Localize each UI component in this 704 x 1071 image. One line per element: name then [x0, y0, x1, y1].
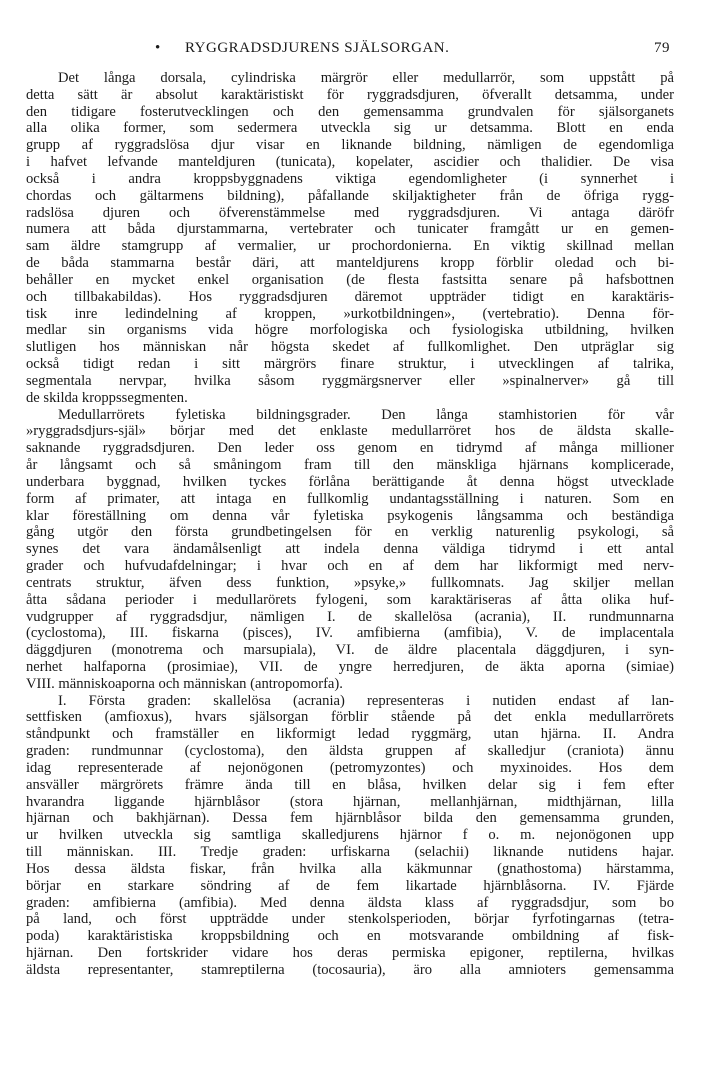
- text-line: också i andra kroppsbyggnadens viktiga egendomligheter (i synnerhet i: [26, 170, 674, 187]
- text-line: äldsta representanter, stamreptilerna (tocosauria), äro alla amnioters gemensamma: [26, 961, 674, 978]
- text-line: år långsamt och så småningom fram till den mänskliga hjärnans komplicerade,: [26, 457, 674, 474]
- text-line: också tidigt redan i sitt märgrörs finare struktur, i utvecklingen af talrika,: [26, 356, 674, 373]
- text-line: gång utgör den första grundbetingelsen för en verklig naturenlig psykologi, så: [26, 524, 674, 541]
- text-line: form af primater, att intaga en fullkomlig undantagsställning i naturen. Som en: [26, 490, 674, 507]
- text-line: och tillbakabildas). Hos ryggradsdjuren däremot uppträder tidigt en karaktäris-: [26, 288, 674, 305]
- text-line: slutligen hos människan når högsta skedet af fullkomlighet. Den utpräglar sig: [26, 339, 674, 356]
- text-line: I. Första graden: skallelösa (acrania) representeras i nutiden endast af lan-: [58, 692, 674, 709]
- text-line: settfisken (amfioxus), hvars själsorgan förblir stående på det enkla medullarrörets: [26, 709, 674, 726]
- text-line: numera att båda djurstammarna, vertebrater och tunicater framgått ur en gemen-: [26, 221, 674, 238]
- text-line: klar föreställning om denna vår fyletiska psykogenis långsamma och beständiga: [26, 507, 674, 524]
- running-header: [30, 40, 670, 58]
- text-line: till människan. III. Tredje graden: urfiskarna (selachii) liknande nutidens hajar.: [26, 844, 674, 861]
- text-line: vudgrupper af ryggradsdjur, nämligen I. de skallelösa (acrania), II. rundmunnarna: [26, 608, 674, 625]
- text-line: den tidigare fosterutvecklingen och den gemensamma grundvalen för själsorganets: [26, 103, 674, 120]
- text-line: idag representerade af nejonögonen (petromyzontes) och myxinoides. Hos dem: [26, 759, 674, 776]
- bullet-mark: •: [155, 40, 161, 56]
- text-line: [26, 979, 674, 996]
- text-line: »ryggradsdjurs-själ» börjar med det enklaste medullarröret hos de äldsta skalle-: [26, 423, 674, 440]
- section-heading-line: Medullarrörets fyletiska bildningsgrader. Den långa stamhistorien för vår: [58, 406, 674, 423]
- text-line: ur hvilken utveckla sig samtliga skalledjurens hjärnor f o. m. nejonögonen upp: [26, 827, 674, 844]
- text-line: underbara byggnad, hvilken tyckes förlåna berättigande åt denna högst utvecklade: [26, 473, 674, 490]
- text-line: Hos dessa äldsta fiskar, från hvilka alla käkmunnar (gnathostoma) härstamma,: [26, 860, 674, 877]
- text-line: VIII. människoaporna och människan (antropomorfa).: [26, 675, 343, 692]
- text-line: de båda stammarna består däri, att manteldjurens kropp förblir oledad och bi-: [26, 255, 674, 272]
- text-line: grupp af ryggradslösa djur visar en liknande bildning, nämligen de egendomliga: [26, 137, 674, 154]
- text-line: detta sätt är absolut karaktäristiskt för ryggradsdjuren, öfverallt detsamma, under: [26, 86, 674, 103]
- text-line: hjärnan och bakhjärnan). Dessa fem hjärnblåsor bilda den gemensamma grunden,: [26, 810, 674, 827]
- text-line: Det långa dorsala, cylindriska märgrör eller medullarrör, som uppstått på: [58, 70, 674, 86]
- text-line: grader och hufvudafdelningar; i hvar och en af dem har likformigt med nerv-: [26, 558, 674, 575]
- text-line: segmentala nervpar, hvilka såsom ryggmärgsnerver eller »spinalnerver» gå till: [26, 372, 674, 389]
- text-line: graden: rundmunnar (cyclostoma), den äldsta gruppen af skalledjur (craniota) ännu: [26, 743, 674, 760]
- text-line: i hafvet lefvande manteldjuren (tunicata), kopelater, ascidier och thalidier. De visa: [26, 154, 674, 171]
- text-line: (cyclostoma), III. fiskarna (pisces), IV. amfibierna (amfibia), V. de implacentala: [26, 625, 674, 642]
- text-line: synes det vara ändamålsenligt att indela denna väldiga tidrymd i ett antal: [26, 541, 674, 558]
- body-text: [26, 70, 674, 996]
- page-number: 79: [654, 40, 670, 56]
- text-line: däggdjuren (monotrema och marsupiala), VI. de äldre placentala däggdjuren, i syn-: [26, 642, 674, 659]
- text-line: saknande ryggradsdjuren. Den leder oss genom en tidrymd af många millioner: [26, 440, 674, 457]
- text-line: på land, och först uppträdde under stenkolsperioden, börjar fyrfotingarnas (tetra-: [26, 911, 674, 928]
- text-line: ansväller märgrörets främre ända till en blåsa, hvilken delar sig i fem efter: [26, 776, 674, 793]
- text-line: poda) karaktäristiska kroppsbildning och en motsvarande ombildning af fisk-: [26, 928, 674, 945]
- text-line: hvarandra liggande hjärnblåsor (stora hjärnan, mellanhjärnan, midthjärnan, lilla: [26, 793, 674, 810]
- text-line: medlar sin organisms vida högre morfologiska och fysiologiska utbildning, hvilken: [26, 322, 674, 339]
- text-line: alla olika former, som sedermera utveckla sig ur detsamma. Blott en enda: [26, 120, 674, 137]
- text-line: centrats struktur, äfven dess funktion, »psyke,» fullkomnats. Jag skiljer mellan: [26, 574, 674, 591]
- text-line: ståndpunkt och framställer en likformigt ledad ryggmärg, utan hjärna. II. Andra: [26, 726, 674, 743]
- text-line: tisk inre ledindelning af kroppen, »urkotbildningen», (vertebratio). Denna för-: [26, 305, 674, 322]
- text-line: chordas och gältarmens bildning), påfallande skiljaktigheter från de öfriga rygg-: [26, 187, 674, 204]
- text-line: hjärnan. Den fortskrider vidare hos deras permiska epigoner, reptilerna, hvilkas: [26, 945, 674, 962]
- page-title: RYGGRADSDJURENS SJÄLSORGAN.: [185, 40, 450, 56]
- text-line: radslösa djuren och öfverenstämmelse med ryggradsdjuren. Vi antaga däröfr: [26, 204, 674, 221]
- text-line: sam äldre stamgrupp af vermalier, ur prochordonierna. En viktig skillnad mellan: [26, 238, 674, 255]
- text-line: börjar en starkare söndring af de fem likartade hjärnblåsorna. IV. Fjärde: [26, 877, 674, 894]
- text-line: graden: amfibierna (amfibia). Med denna äldsta klass af ryggradsdjur, som bo: [26, 894, 674, 911]
- text-line: behåller en mycket enkel organisation (de flesta fastsitta senare på hafsbottnen: [26, 271, 674, 288]
- text-line: de skilda kroppssegmenten.: [26, 389, 188, 406]
- text-line: nerhet halfaporna (prosimiae), VII. de yngre herredjuren, de äkta aporna (simiae): [26, 658, 674, 675]
- text-line: åtta sådana perioder i medullarörets fylogeni, som karaktäriseras af åtta olika huf-: [26, 591, 674, 608]
